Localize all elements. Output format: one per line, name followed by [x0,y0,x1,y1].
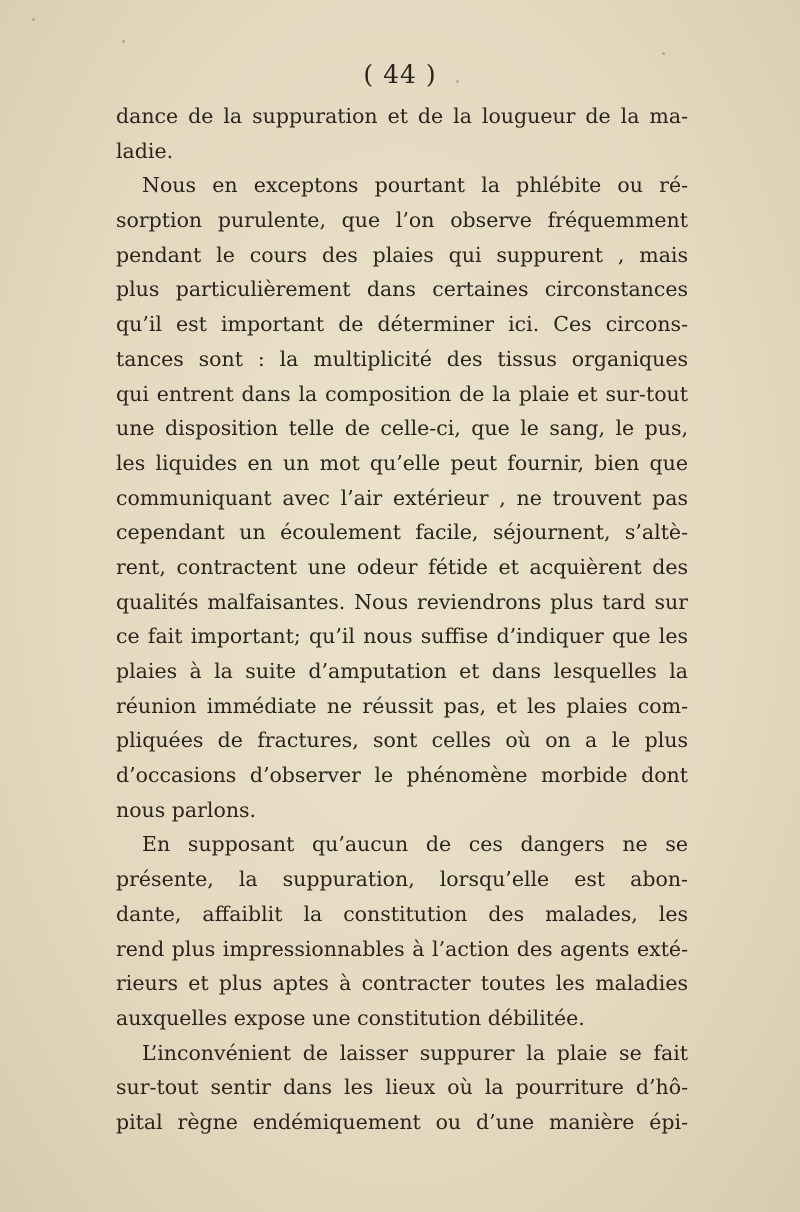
text-line: plus particulièrement dans certaines circonstances [116,277,688,302]
text-line: les liquides en un mot qu’elle peut fournir, bien que [116,450,688,475]
text-line: dance de la suppuration et de la lougueur de la ma- [116,104,688,128]
text-line: pital règne endémiquement ou d’une manière épi- [116,1109,688,1134]
body-text [116,99,688,1140]
text-line: ce fait important; qu’il nous suffise d’indiquer que les [116,624,688,649]
text-line: rend plus impressionnables à l’action des agents exté- [116,936,688,961]
text-line: communiquant avec l’air extérieur , ne trouvent pas [116,485,688,510]
text-line: réunion immédiate ne réussit pas, et les plaies com- [116,693,688,718]
text-line: tances sont : la multiplicité des tissus organiques [116,346,688,371]
text-line: une disposition telle de celle-ci, que le sang, le pus, [116,416,688,441]
text-line: ladie. [116,138,174,163]
text-line: Nous en exceptons pourtant la phlébite ou ré- [142,173,688,198]
text-line: En supposant qu’aucun de ces dangers ne se [142,832,688,857]
text-line: cependant un écoulement facile, séjournent, s’altè- [116,520,688,545]
text-line: L’inconvénient de laisser suppurer la plaie se fait [142,1040,688,1065]
page-number: ( 44 ) [363,60,437,89]
text-line: qui entrent dans la composition de la plaie et sur-tout [116,381,688,406]
text-line: rent, contractent une odeur fétide et acquièrent des [116,554,688,579]
text-line: dante, affaiblit la constitution des malades, les [116,901,688,926]
text-line: pliquées de fractures, sont celles où on a le plus [116,728,688,753]
text-line: sur-tout sentir dans les lieux où la pourriture d’hô- [116,1075,688,1100]
text-line: présente, la suppuration, lorsqu’elle est abon- [116,867,688,892]
text-line: qu’il est important de déterminer ici. Ces circons- [116,312,688,337]
text-line: qualités malfaisantes. Nous reviendrons plus tard sur [116,589,688,614]
text-line: d’occasions d’observer le phénomène morbide dont [116,763,688,788]
text-line: plaies à la suite d’amputation et dans lesquelles la [116,659,688,683]
text-line: pendant le cours des plaies qui suppurent , mais [116,242,688,267]
text-line: auxquelles expose une constitution débilitée. [116,1005,585,1030]
text-line: sorption purulente, que l’on observe fréquemment [116,208,688,233]
text-line: rieurs et plus aptes à contracter toutes les maladies [116,971,688,996]
text-line: nous parlons. [116,797,257,822]
